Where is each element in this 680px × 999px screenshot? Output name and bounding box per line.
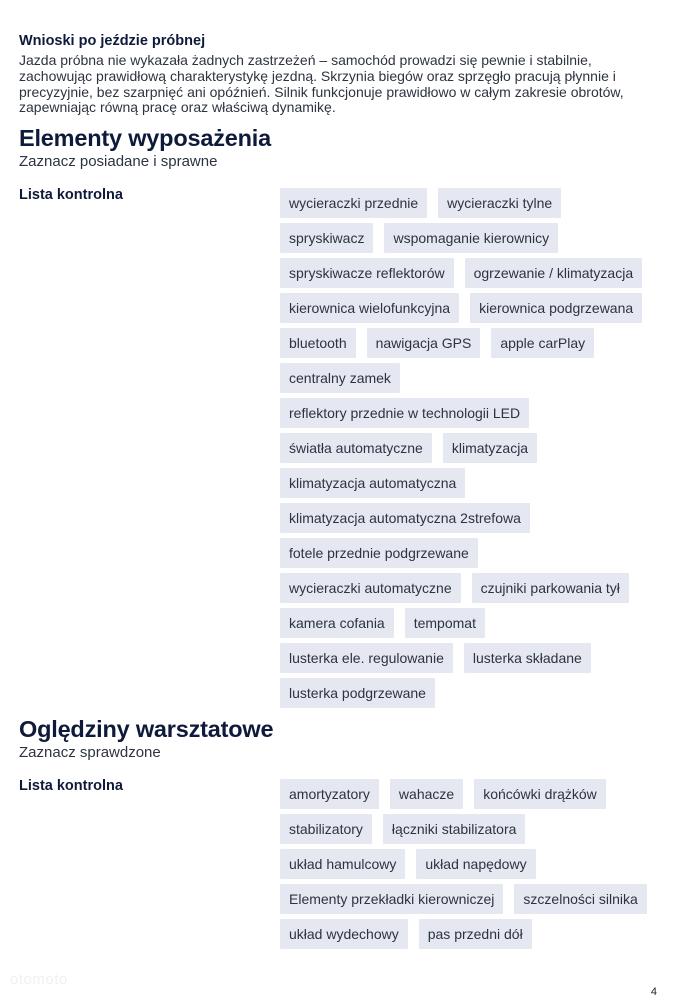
- conclusions-text: Jazda próbna nie wykazała żadnych zastrzeżeń – samochód prowadzi się pewnie i stabilnie, zachowując prawidłową charakterystykę jezdną. Skrzynia biegów oraz sprzęgło pracują płynnie i precyzyjnie, bez szarpnięć ani opóźnień. Silnik funkcjonuje prawidłowo w całym zakresie obrotów, zapewniając równą pracę oraz właściwą dynamikę.: [19, 52, 624, 116]
- inspection-subtitle: Zaznacz sprawdzone: [19, 744, 161, 761]
- equipment-tags: [280, 188, 660, 708]
- checklist-tag[interactable]: tempomat: [405, 608, 485, 638]
- checklist-tag[interactable]: ogrzewanie / klimatyzacja: [465, 258, 643, 288]
- checklist-tag[interactable]: lusterka podgrzewane: [280, 678, 435, 708]
- watermark: otomoto: [10, 971, 68, 988]
- checklist-tag[interactable]: lusterka składane: [464, 643, 591, 673]
- inspection-list-label: Lista kontrolna: [19, 778, 123, 794]
- checklist-tag[interactable]: kierownica wielofunkcyjna: [280, 293, 459, 323]
- equipment-title: Elementy wyposażenia: [19, 125, 271, 151]
- checklist-tag[interactable]: układ hamulcowy: [280, 849, 405, 879]
- checklist-tag[interactable]: kierownica podgrzewana: [470, 293, 642, 323]
- checklist-tag[interactable]: spryskiwacz: [280, 223, 373, 253]
- checklist-tag[interactable]: czujniki parkowania tył: [472, 573, 629, 603]
- checklist-tag[interactable]: bluetooth: [280, 328, 356, 358]
- checklist-tag[interactable]: wycieraczki tylne: [438, 188, 561, 218]
- checklist-tag[interactable]: światła automatyczne: [280, 433, 432, 463]
- inspection-title: Oględziny warsztatowe: [19, 716, 274, 742]
- checklist-tag[interactable]: wycieraczki przednie: [280, 188, 427, 218]
- checklist-tag[interactable]: lusterka ele. regulowanie: [280, 643, 453, 673]
- checklist-tag[interactable]: szczelności silnika: [514, 884, 646, 914]
- checklist-tag[interactable]: centralny zamek: [280, 363, 400, 393]
- checklist-tag[interactable]: układ napędowy: [416, 849, 535, 879]
- inspection-tags: [280, 779, 660, 949]
- checklist-tag[interactable]: wycieraczki automatyczne: [280, 573, 461, 603]
- checklist-tag[interactable]: klimatyzacja automatyczna 2strefowa: [280, 503, 530, 533]
- conclusions-title: Wnioski po jeździe próbnej: [19, 33, 206, 49]
- checklist-tag[interactable]: kamera cofania: [280, 608, 394, 638]
- checklist-tag[interactable]: reflektory przednie w technologii LED: [280, 398, 529, 428]
- checklist-tag[interactable]: końcówki drążków: [474, 779, 606, 809]
- checklist-tag[interactable]: klimatyzacja: [443, 433, 537, 463]
- checklist-tag[interactable]: stabilizatory: [280, 814, 372, 844]
- checklist-tag[interactable]: wspomaganie kierownicy: [384, 223, 558, 253]
- checklist-tag[interactable]: pas przedni dół: [419, 919, 532, 949]
- checklist-tag[interactable]: klimatyzacja automatyczna: [280, 468, 465, 498]
- equipment-subtitle: Zaznacz posiadane i sprawne: [19, 153, 218, 170]
- equipment-list-label: Lista kontrolna: [19, 187, 123, 203]
- checklist-tag[interactable]: Elementy przekładki kierowniczej: [280, 884, 503, 914]
- checklist-tag[interactable]: amortyzatory: [280, 779, 379, 809]
- checklist-tag[interactable]: układ wydechowy: [280, 919, 408, 949]
- checklist-tag[interactable]: apple carPlay: [491, 328, 594, 358]
- checklist-tag[interactable]: fotele przednie podgrzewane: [280, 538, 478, 568]
- checklist-tag[interactable]: wahacze: [390, 779, 463, 809]
- checklist-tag[interactable]: nawigacja GPS: [367, 328, 481, 358]
- checklist-tag[interactable]: spryskiwacze reflektorów: [280, 258, 454, 288]
- checklist-tag[interactable]: łączniki stabilizatora: [383, 814, 526, 844]
- page-number: 4: [650, 986, 657, 998]
